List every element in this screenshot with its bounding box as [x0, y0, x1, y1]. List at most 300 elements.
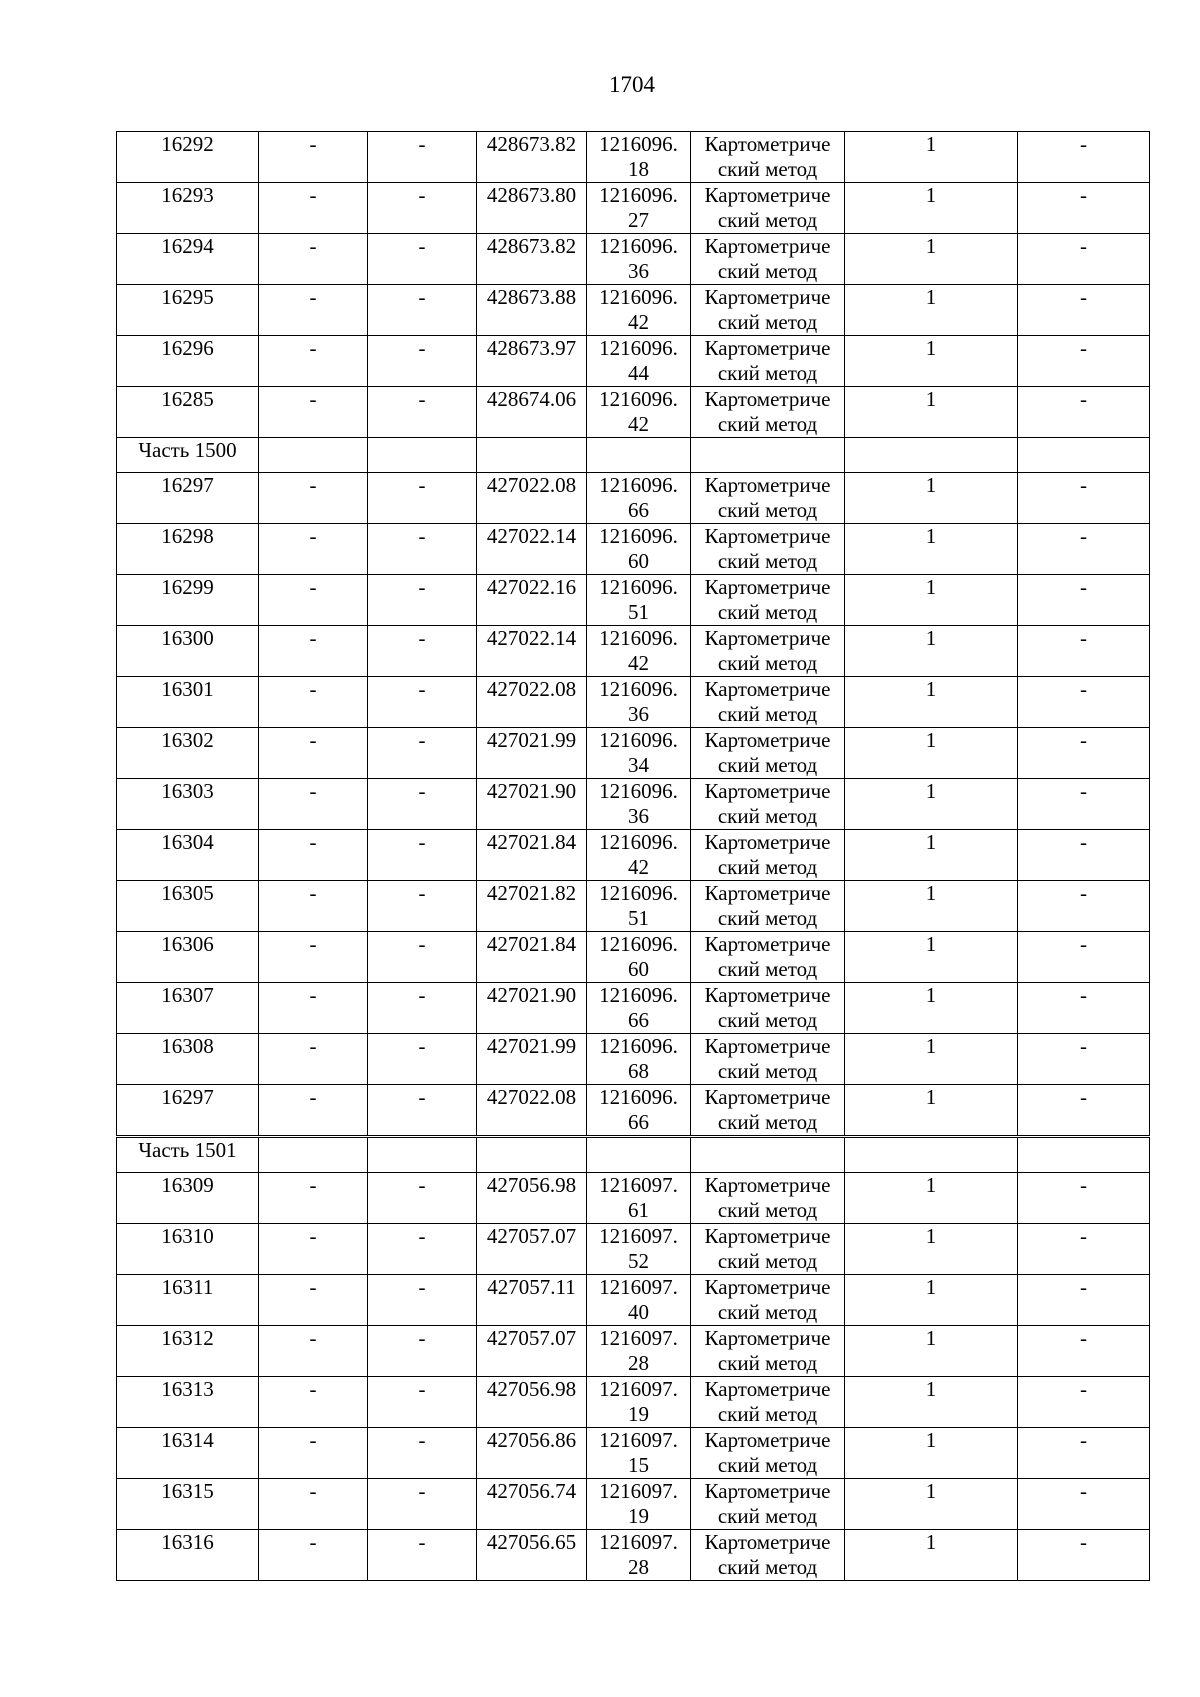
- table-row: [117, 728, 1150, 779]
- y-coordinate-line-2: 66: [628, 498, 649, 522]
- column-7-cell: 1: [845, 677, 1018, 728]
- x-coordinate-cell: 427056.86: [477, 1428, 587, 1479]
- y-coordinate-line-2: 36: [628, 702, 649, 726]
- point-number-cell: 16306: [117, 932, 259, 983]
- y-coordinate-cell: [587, 626, 691, 677]
- x-coordinate-cell: 428673.82: [477, 132, 587, 183]
- method-cell: [691, 626, 845, 677]
- section-row: [117, 1137, 1150, 1173]
- column-7-cell: 1: [845, 881, 1018, 932]
- section-row: [117, 438, 1150, 473]
- y-coordinate-cell: [587, 1085, 691, 1137]
- x-coordinate-cell: 427022.14: [477, 626, 587, 677]
- method-line-2: ский метод: [717, 1555, 818, 1579]
- method-line-1: Картометриче: [704, 1479, 831, 1503]
- method-line-2: ский метод: [717, 957, 818, 981]
- column-3-cell: -: [368, 779, 477, 830]
- point-number-cell: 16297: [117, 473, 259, 524]
- column-3-cell: -: [368, 524, 477, 575]
- column-7-cell: 1: [845, 524, 1018, 575]
- y-coordinate-line-1: 1216096.: [599, 575, 678, 599]
- method-cell: [691, 728, 845, 779]
- y-coordinate-line-1: 1216096.: [599, 1034, 678, 1058]
- column-7-cell: 1: [845, 983, 1018, 1034]
- column-8-cell: -: [1018, 524, 1150, 575]
- column-2-cell: -: [259, 728, 368, 779]
- point-number-cell: 16305: [117, 881, 259, 932]
- method-cell: [691, 1479, 845, 1530]
- point-number-cell: 16304: [117, 830, 259, 881]
- y-coordinate-line-1: 1216097.: [599, 1173, 678, 1197]
- y-coordinate-line-1: 1216097.: [599, 1275, 678, 1299]
- y-coordinate-cell: [587, 132, 691, 183]
- table-row: [117, 1173, 1150, 1224]
- method-line-1: Картометриче: [704, 1173, 831, 1197]
- y-coordinate-line-2: 28: [628, 1555, 649, 1579]
- table-row: [117, 830, 1150, 881]
- column-7-cell: 1: [845, 473, 1018, 524]
- column-2-cell: -: [259, 524, 368, 575]
- table-row: [117, 1085, 1150, 1137]
- method-line-2: ский метод: [717, 361, 818, 385]
- method-line-2: ский метод: [717, 600, 818, 624]
- method-line-1: Картометриче: [704, 881, 831, 905]
- column-2-cell: -: [259, 285, 368, 336]
- x-coordinate-cell: 427021.90: [477, 983, 587, 1034]
- y-coordinate-cell: [587, 1377, 691, 1428]
- column-3-cell: -: [368, 1377, 477, 1428]
- x-coordinate-cell: 427021.84: [477, 932, 587, 983]
- method-line-2: ский метод: [717, 1300, 818, 1324]
- method-line-2: ский метод: [717, 855, 818, 879]
- method-line-2: ский метод: [717, 1110, 818, 1134]
- column-7-cell: 1: [845, 626, 1018, 677]
- column-3-cell: -: [368, 473, 477, 524]
- table-row: [117, 1326, 1150, 1377]
- point-number-cell: 16311: [117, 1275, 259, 1326]
- method-line-1: Картометриче: [704, 1224, 831, 1248]
- table-row: [117, 1034, 1150, 1085]
- y-coordinate-cell: [587, 183, 691, 234]
- column-8-cell: -: [1018, 1173, 1150, 1224]
- column-7-cell: 1: [845, 1034, 1018, 1085]
- column-3-cell: -: [368, 1479, 477, 1530]
- method-line-1: Картометриче: [704, 234, 831, 258]
- column-3-cell: -: [368, 677, 477, 728]
- y-coordinate-cell: [587, 677, 691, 728]
- x-coordinate-cell: 427056.98: [477, 1377, 587, 1428]
- y-coordinate-line-2: 42: [628, 651, 649, 675]
- table-row: [117, 285, 1150, 336]
- method-cell: [691, 779, 845, 830]
- y-coordinate-line-2: 52: [628, 1249, 649, 1273]
- y-coordinate-line-2: 51: [628, 906, 649, 930]
- column-2-cell: -: [259, 830, 368, 881]
- column-2-cell: -: [259, 234, 368, 285]
- method-line-2: ский метод: [717, 1402, 818, 1426]
- x-coordinate-cell: 427056.98: [477, 1173, 587, 1224]
- table-row: [117, 626, 1150, 677]
- table-row: [117, 932, 1150, 983]
- column-2-cell: -: [259, 575, 368, 626]
- table-row: [117, 1377, 1150, 1428]
- method-line-1: Картометриче: [704, 1034, 831, 1058]
- method-cell: [691, 285, 845, 336]
- column-3-cell: -: [368, 336, 477, 387]
- method-line-1: Картометриче: [704, 1530, 831, 1554]
- y-coordinate-line-2: 27: [628, 208, 649, 232]
- column-7-cell: 1: [845, 1377, 1018, 1428]
- table-row: [117, 575, 1150, 626]
- table-row: [117, 1428, 1150, 1479]
- method-line-2: ский метод: [717, 157, 818, 181]
- column-7-cell: 1: [845, 1530, 1018, 1581]
- point-number-cell: 16302: [117, 728, 259, 779]
- x-coordinate-cell: 427021.99: [477, 1034, 587, 1085]
- column-2-cell: -: [259, 1377, 368, 1428]
- method-line-1: Картометриче: [704, 626, 831, 650]
- method-cell: [691, 387, 845, 438]
- table-row: [117, 1224, 1150, 1275]
- y-coordinate-cell: [587, 1224, 691, 1275]
- table-row: [117, 983, 1150, 1034]
- method-line-1: Картометриче: [704, 575, 831, 599]
- column-2-cell: -: [259, 1530, 368, 1581]
- method-line-1: Картометриче: [704, 1326, 831, 1350]
- y-coordinate-line-2: 42: [628, 310, 649, 334]
- method-line-1: Картометриче: [704, 387, 831, 411]
- column-3-cell: -: [368, 1085, 477, 1137]
- method-line-2: ский метод: [717, 310, 818, 334]
- table-row: [117, 183, 1150, 234]
- column-8-cell: -: [1018, 1530, 1150, 1581]
- column-8-cell: -: [1018, 1377, 1150, 1428]
- x-coordinate-cell: 427057.11: [477, 1275, 587, 1326]
- column-7-cell: 1: [845, 575, 1018, 626]
- y-coordinate-cell: [587, 524, 691, 575]
- column-7-cell: 1: [845, 1479, 1018, 1530]
- y-coordinate-line-2: 18: [628, 157, 649, 181]
- section-label: Часть 1500: [117, 438, 259, 473]
- point-number-cell: 16285: [117, 387, 259, 438]
- column-3-cell: -: [368, 285, 477, 336]
- column-8-cell: -: [1018, 677, 1150, 728]
- y-coordinate-line-2: 34: [628, 753, 649, 777]
- column-2-cell: -: [259, 183, 368, 234]
- method-cell: [691, 932, 845, 983]
- column-8-cell: -: [1018, 1428, 1150, 1479]
- method-cell: [691, 524, 845, 575]
- point-number-cell: 16309: [117, 1173, 259, 1224]
- y-coordinate-line-2: 66: [628, 1008, 649, 1032]
- column-7-cell: 1: [845, 183, 1018, 234]
- column-3-cell: -: [368, 1034, 477, 1085]
- x-coordinate-cell: 427022.08: [477, 677, 587, 728]
- method-cell: [691, 1034, 845, 1085]
- y-coordinate-line-1: 1216097.: [599, 1428, 678, 1452]
- x-coordinate-cell: 427056.65: [477, 1530, 587, 1581]
- method-cell: [691, 677, 845, 728]
- y-coordinate-line-2: 66: [628, 1110, 649, 1134]
- column-3-cell: -: [368, 728, 477, 779]
- method-line-2: ский метод: [717, 702, 818, 726]
- column-3-cell: -: [368, 1173, 477, 1224]
- y-coordinate-line-1: 1216096.: [599, 285, 678, 309]
- column-7-cell: 1: [845, 132, 1018, 183]
- column-2-cell: -: [259, 779, 368, 830]
- point-number-cell: 16313: [117, 1377, 259, 1428]
- method-line-2: ский метод: [717, 804, 818, 828]
- x-coordinate-cell: 427021.82: [477, 881, 587, 932]
- point-number-cell: 16300: [117, 626, 259, 677]
- column-2-cell: -: [259, 132, 368, 183]
- column-8-cell: -: [1018, 473, 1150, 524]
- point-number-cell: 16315: [117, 1479, 259, 1530]
- method-cell: [691, 983, 845, 1034]
- y-coordinate-line-1: 1216096.: [599, 932, 678, 956]
- method-cell: [691, 575, 845, 626]
- y-coordinate-line-1: 1216097.: [599, 1377, 678, 1401]
- y-coordinate-cell: [587, 1326, 691, 1377]
- column-2-cell: -: [259, 1275, 368, 1326]
- column-8-cell: -: [1018, 1326, 1150, 1377]
- column-2-cell: -: [259, 336, 368, 387]
- y-coordinate-line-1: 1216097.: [599, 1530, 678, 1554]
- x-coordinate-cell: 427022.14: [477, 524, 587, 575]
- method-line-1: Картометриче: [704, 932, 831, 956]
- method-line-2: ский метод: [717, 1504, 818, 1528]
- point-number-cell: 16314: [117, 1428, 259, 1479]
- column-2-cell: -: [259, 983, 368, 1034]
- y-coordinate-cell: [587, 387, 691, 438]
- y-coordinate-line-1: 1216096.: [599, 830, 678, 854]
- y-coordinate-line-2: 61: [628, 1198, 649, 1222]
- y-coordinate-cell: [587, 1530, 691, 1581]
- column-7-cell: 1: [845, 932, 1018, 983]
- y-coordinate-line-1: 1216096.: [599, 881, 678, 905]
- column-3-cell: -: [368, 932, 477, 983]
- y-coordinate-line-2: 42: [628, 855, 649, 879]
- column-8-cell: -: [1018, 234, 1150, 285]
- x-coordinate-cell: 427056.74: [477, 1479, 587, 1530]
- coordinates-table: [116, 131, 1150, 1581]
- column-3-cell: -: [368, 830, 477, 881]
- method-line-2: ский метод: [717, 1008, 818, 1032]
- method-line-2: ский метод: [717, 753, 818, 777]
- method-line-1: Картометриче: [704, 728, 831, 752]
- y-coordinate-line-2: 60: [628, 549, 649, 573]
- column-2-cell: -: [259, 1085, 368, 1137]
- y-coordinate-line-1: 1216097.: [599, 1224, 678, 1248]
- method-line-2: ский метод: [717, 208, 818, 232]
- y-coordinate-line-1: 1216096.: [599, 677, 678, 701]
- x-coordinate-cell: 427057.07: [477, 1326, 587, 1377]
- method-line-1: Картометриче: [704, 473, 831, 497]
- method-line-1: Картометриче: [704, 285, 831, 309]
- method-cell: [691, 830, 845, 881]
- table-row: [117, 132, 1150, 183]
- y-coordinate-line-1: 1216096.: [599, 626, 678, 650]
- point-number-cell: 16292: [117, 132, 259, 183]
- y-coordinate-line-1: 1216096.: [599, 473, 678, 497]
- column-7-cell: 1: [845, 336, 1018, 387]
- y-coordinate-line-1: 1216097.: [599, 1326, 678, 1350]
- method-cell: [691, 473, 845, 524]
- column-8-cell: -: [1018, 728, 1150, 779]
- method-line-1: Картометриче: [704, 1428, 831, 1452]
- table-row: [117, 881, 1150, 932]
- column-8-cell: -: [1018, 626, 1150, 677]
- y-coordinate-cell: [587, 1034, 691, 1085]
- x-coordinate-cell: 427021.84: [477, 830, 587, 881]
- point-number-cell: 16301: [117, 677, 259, 728]
- column-8-cell: -: [1018, 1224, 1150, 1275]
- point-number-cell: 16316: [117, 1530, 259, 1581]
- x-coordinate-cell: 427021.90: [477, 779, 587, 830]
- x-coordinate-cell: 428674.06: [477, 387, 587, 438]
- y-coordinate-cell: [587, 575, 691, 626]
- column-8-cell: -: [1018, 881, 1150, 932]
- method-line-2: ский метод: [717, 1198, 818, 1222]
- table-row: [117, 1275, 1150, 1326]
- y-coordinate-line-1: 1216096.: [599, 336, 678, 360]
- method-cell: [691, 1530, 845, 1581]
- y-coordinate-line-2: 68: [628, 1059, 649, 1083]
- method-line-2: ский метод: [717, 549, 818, 573]
- point-number-cell: 16298: [117, 524, 259, 575]
- table-row: [117, 1530, 1150, 1581]
- column-7-cell: 1: [845, 830, 1018, 881]
- y-coordinate-line-2: 60: [628, 957, 649, 981]
- method-line-2: ский метод: [717, 1249, 818, 1273]
- table-row: [117, 387, 1150, 438]
- column-3-cell: -: [368, 1428, 477, 1479]
- column-8-cell: -: [1018, 285, 1150, 336]
- column-7-cell: 1: [845, 285, 1018, 336]
- point-number-cell: 16299: [117, 575, 259, 626]
- column-7-cell: 1: [845, 779, 1018, 830]
- column-2-cell: -: [259, 1428, 368, 1479]
- point-number-cell: 16294: [117, 234, 259, 285]
- column-2-cell: -: [259, 1326, 368, 1377]
- x-coordinate-cell: 428673.97: [477, 336, 587, 387]
- column-3-cell: -: [368, 881, 477, 932]
- y-coordinate-cell: [587, 728, 691, 779]
- table-row: [117, 677, 1150, 728]
- column-7-cell: 1: [845, 1085, 1018, 1137]
- column-7-cell: 1: [845, 1224, 1018, 1275]
- point-number-cell: 16310: [117, 1224, 259, 1275]
- column-8-cell: -: [1018, 830, 1150, 881]
- column-8-cell: -: [1018, 779, 1150, 830]
- point-number-cell: 16303: [117, 779, 259, 830]
- section-label: Часть 1501: [117, 1137, 259, 1173]
- y-coordinate-line-2: 40: [628, 1300, 649, 1324]
- column-7-cell: 1: [845, 387, 1018, 438]
- column-2-cell: -: [259, 932, 368, 983]
- y-coordinate-line-1: 1216097.: [599, 1479, 678, 1503]
- y-coordinate-cell: [587, 779, 691, 830]
- column-2-cell: -: [259, 387, 368, 438]
- column-3-cell: -: [368, 183, 477, 234]
- method-line-1: Картометриче: [704, 677, 831, 701]
- y-coordinate-line-2: 36: [628, 259, 649, 283]
- table-row: [117, 473, 1150, 524]
- column-7-cell: 1: [845, 728, 1018, 779]
- method-cell: [691, 1085, 845, 1137]
- method-line-2: ский метод: [717, 1453, 818, 1477]
- column-3-cell: -: [368, 1224, 477, 1275]
- point-number-cell: 16312: [117, 1326, 259, 1377]
- method-line-2: ский метод: [717, 412, 818, 436]
- page-number: 1704: [609, 72, 655, 97]
- method-line-2: ский метод: [717, 1059, 818, 1083]
- x-coordinate-cell: 427022.16: [477, 575, 587, 626]
- column-2-cell: -: [259, 1224, 368, 1275]
- method-line-2: ский метод: [717, 498, 818, 522]
- table-row: [117, 1479, 1150, 1530]
- method-line-2: ский метод: [717, 906, 818, 930]
- column-2-cell: -: [259, 1479, 368, 1530]
- column-2-cell: -: [259, 1034, 368, 1085]
- y-coordinate-line-2: 36: [628, 804, 649, 828]
- column-7-cell: 1: [845, 1326, 1018, 1377]
- point-number-cell: 16293: [117, 183, 259, 234]
- column-2-cell: -: [259, 1173, 368, 1224]
- y-coordinate-cell: [587, 1428, 691, 1479]
- y-coordinate-cell: [587, 336, 691, 387]
- column-8-cell: -: [1018, 387, 1150, 438]
- y-coordinate-line-2: 51: [628, 600, 649, 624]
- method-cell: [691, 183, 845, 234]
- method-line-1: Картометриче: [704, 983, 831, 1007]
- y-coordinate-line-1: 1216096.: [599, 387, 678, 411]
- method-line-1: Картометриче: [704, 1085, 831, 1109]
- column-7-cell: 1: [845, 1428, 1018, 1479]
- y-coordinate-cell: [587, 983, 691, 1034]
- y-coordinate-cell: [587, 1173, 691, 1224]
- y-coordinate-cell: [587, 881, 691, 932]
- method-cell: [691, 234, 845, 285]
- method-line-2: ский метод: [717, 651, 818, 675]
- method-cell: [691, 881, 845, 932]
- column-3-cell: -: [368, 626, 477, 677]
- y-coordinate-line-2: 42: [628, 412, 649, 436]
- y-coordinate-cell: [587, 473, 691, 524]
- x-coordinate-cell: 427057.07: [477, 1224, 587, 1275]
- column-8-cell: -: [1018, 932, 1150, 983]
- y-coordinate-line-2: 15: [628, 1453, 649, 1477]
- method-line-1: Картометриче: [704, 830, 831, 854]
- y-coordinate-line-2: 28: [628, 1351, 649, 1375]
- method-line-2: ский метод: [717, 259, 818, 283]
- column-3-cell: -: [368, 234, 477, 285]
- point-number-cell: 16308: [117, 1034, 259, 1085]
- column-3-cell: -: [368, 983, 477, 1034]
- x-coordinate-cell: 427022.08: [477, 1085, 587, 1137]
- method-line-1: Картометриче: [704, 183, 831, 207]
- x-coordinate-cell: 428673.82: [477, 234, 587, 285]
- column-3-cell: -: [368, 1275, 477, 1326]
- method-cell: [691, 1224, 845, 1275]
- column-3-cell: -: [368, 132, 477, 183]
- column-2-cell: -: [259, 881, 368, 932]
- table-body: [117, 132, 1150, 1581]
- x-coordinate-cell: 427022.08: [477, 473, 587, 524]
- y-coordinate-line-1: 1216096.: [599, 1085, 678, 1109]
- column-8-cell: -: [1018, 1085, 1150, 1137]
- column-7-cell: 1: [845, 1173, 1018, 1224]
